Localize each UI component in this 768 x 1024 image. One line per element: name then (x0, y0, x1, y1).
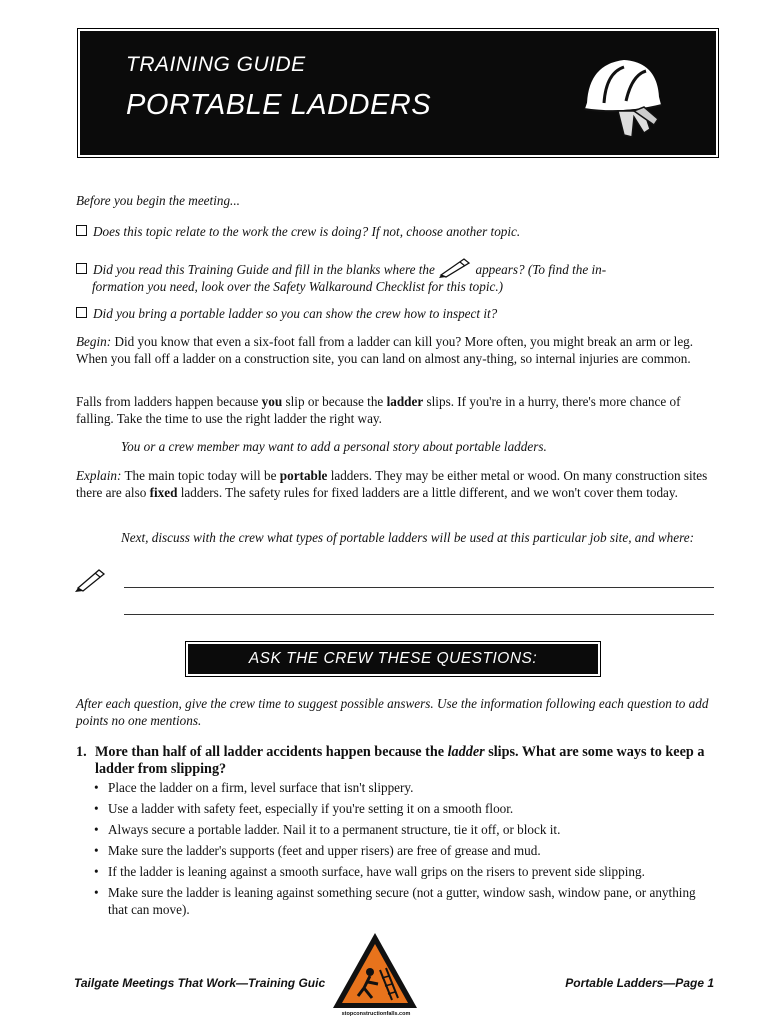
story-note: You or a crew member may want to add a personal story about portable ladders. (121, 439, 547, 454)
checkbox[interactable] (76, 307, 87, 318)
falls-paragraph: Falls from ladders happen because you slip or because the ladder slips. If you're in a hurry, there's more chance of falling. Take the time to use the right ladder the right way. (76, 394, 681, 426)
list-item: • Make sure the ladder is leaning against something secure (not a gutter, window sash, window pane, or anything that can move). (94, 885, 714, 918)
fill-in-line[interactable] (124, 614, 714, 615)
explain-paragraph: Explain: The main topic today will be portable ladders. They may be either metal or wood. On many construction sites there are also fixed ladders. The safety rules for fixed ladders are a little different, and we won't cover them today. (76, 468, 708, 500)
intro-lead: Before you begin the meeting... (76, 193, 240, 208)
ask-crew-header: ASK THE CREW THESE QUESTIONS: (188, 644, 598, 674)
fill-in-line[interactable] (124, 587, 714, 588)
warning-triangle-fall-icon (330, 930, 420, 1010)
answer-list (94, 780, 714, 923)
title-banner (80, 31, 716, 155)
footer-page-label: Portable Ladders—Page 1 (565, 976, 714, 990)
list-item: • Use a ladder with safety feet, especially if you're setting it on a smooth floor. (94, 801, 714, 818)
after-question-note: After each question, give the crew time to suggest possible answers. Use the information following each question to add points no one mentions. (76, 696, 709, 728)
pencil-icon (74, 566, 106, 592)
discuss-note: Next, discuss with the crew what types of portable ladders will be used at this particular job site, and where: (121, 530, 695, 545)
checkbox[interactable] (76, 225, 87, 236)
checklist-item-bring-ladder: Did you bring a portable ladder so you can show the crew how to inspect it? (76, 305, 712, 322)
footer-url: stopconstructionfalls.com (341, 1011, 411, 1017)
pencil-icon (438, 256, 472, 278)
list-item: • If the ladder is leaning against a smooth surface, have wall grips on the risers to prevent side slipping. (94, 864, 714, 881)
list-item: • Make sure the ladder's supports (feet and upper risers) are free of grease and mud. (94, 843, 714, 860)
list-item: • Always secure a portable ladder. Nail it to a permanent structure, tie it off, or block it. (94, 822, 714, 839)
begin-paragraph: Begin: Did you know that even a six-foot fall from a ladder can kill you? More often, you might break an arm or leg. When you fall off a ladder on a construction site, you can land on almost any-thing, so internal injuries are common. (76, 334, 694, 366)
hardhat-gloves-icon (574, 45, 670, 141)
checklist-item-topic: Does this topic relate to the work the crew is doing? If not, choose another topic. (76, 223, 712, 240)
checklist-item-read-guide: Did you read this Training Guide and fill in the blanks where the appears? (To find the in- formation you need, look over the Safety Walkaround Checklist for this topic.) (76, 256, 712, 295)
footer-series-title: Tailgate Meetings That Work—Training Guic (74, 976, 326, 990)
list-item: • Place the ladder on a firm, level surface that isn't slippery. (94, 780, 714, 797)
checkbox[interactable] (76, 263, 87, 274)
question-1: 1. More than half of all ladder accidents happen because the ladder slips. What are some ways to keep a ladder from slipping? (76, 744, 705, 777)
banner-title: PORTABLE LADDERS (126, 89, 432, 121)
banner-subtitle: TRAINING GUIDE (126, 53, 306, 76)
